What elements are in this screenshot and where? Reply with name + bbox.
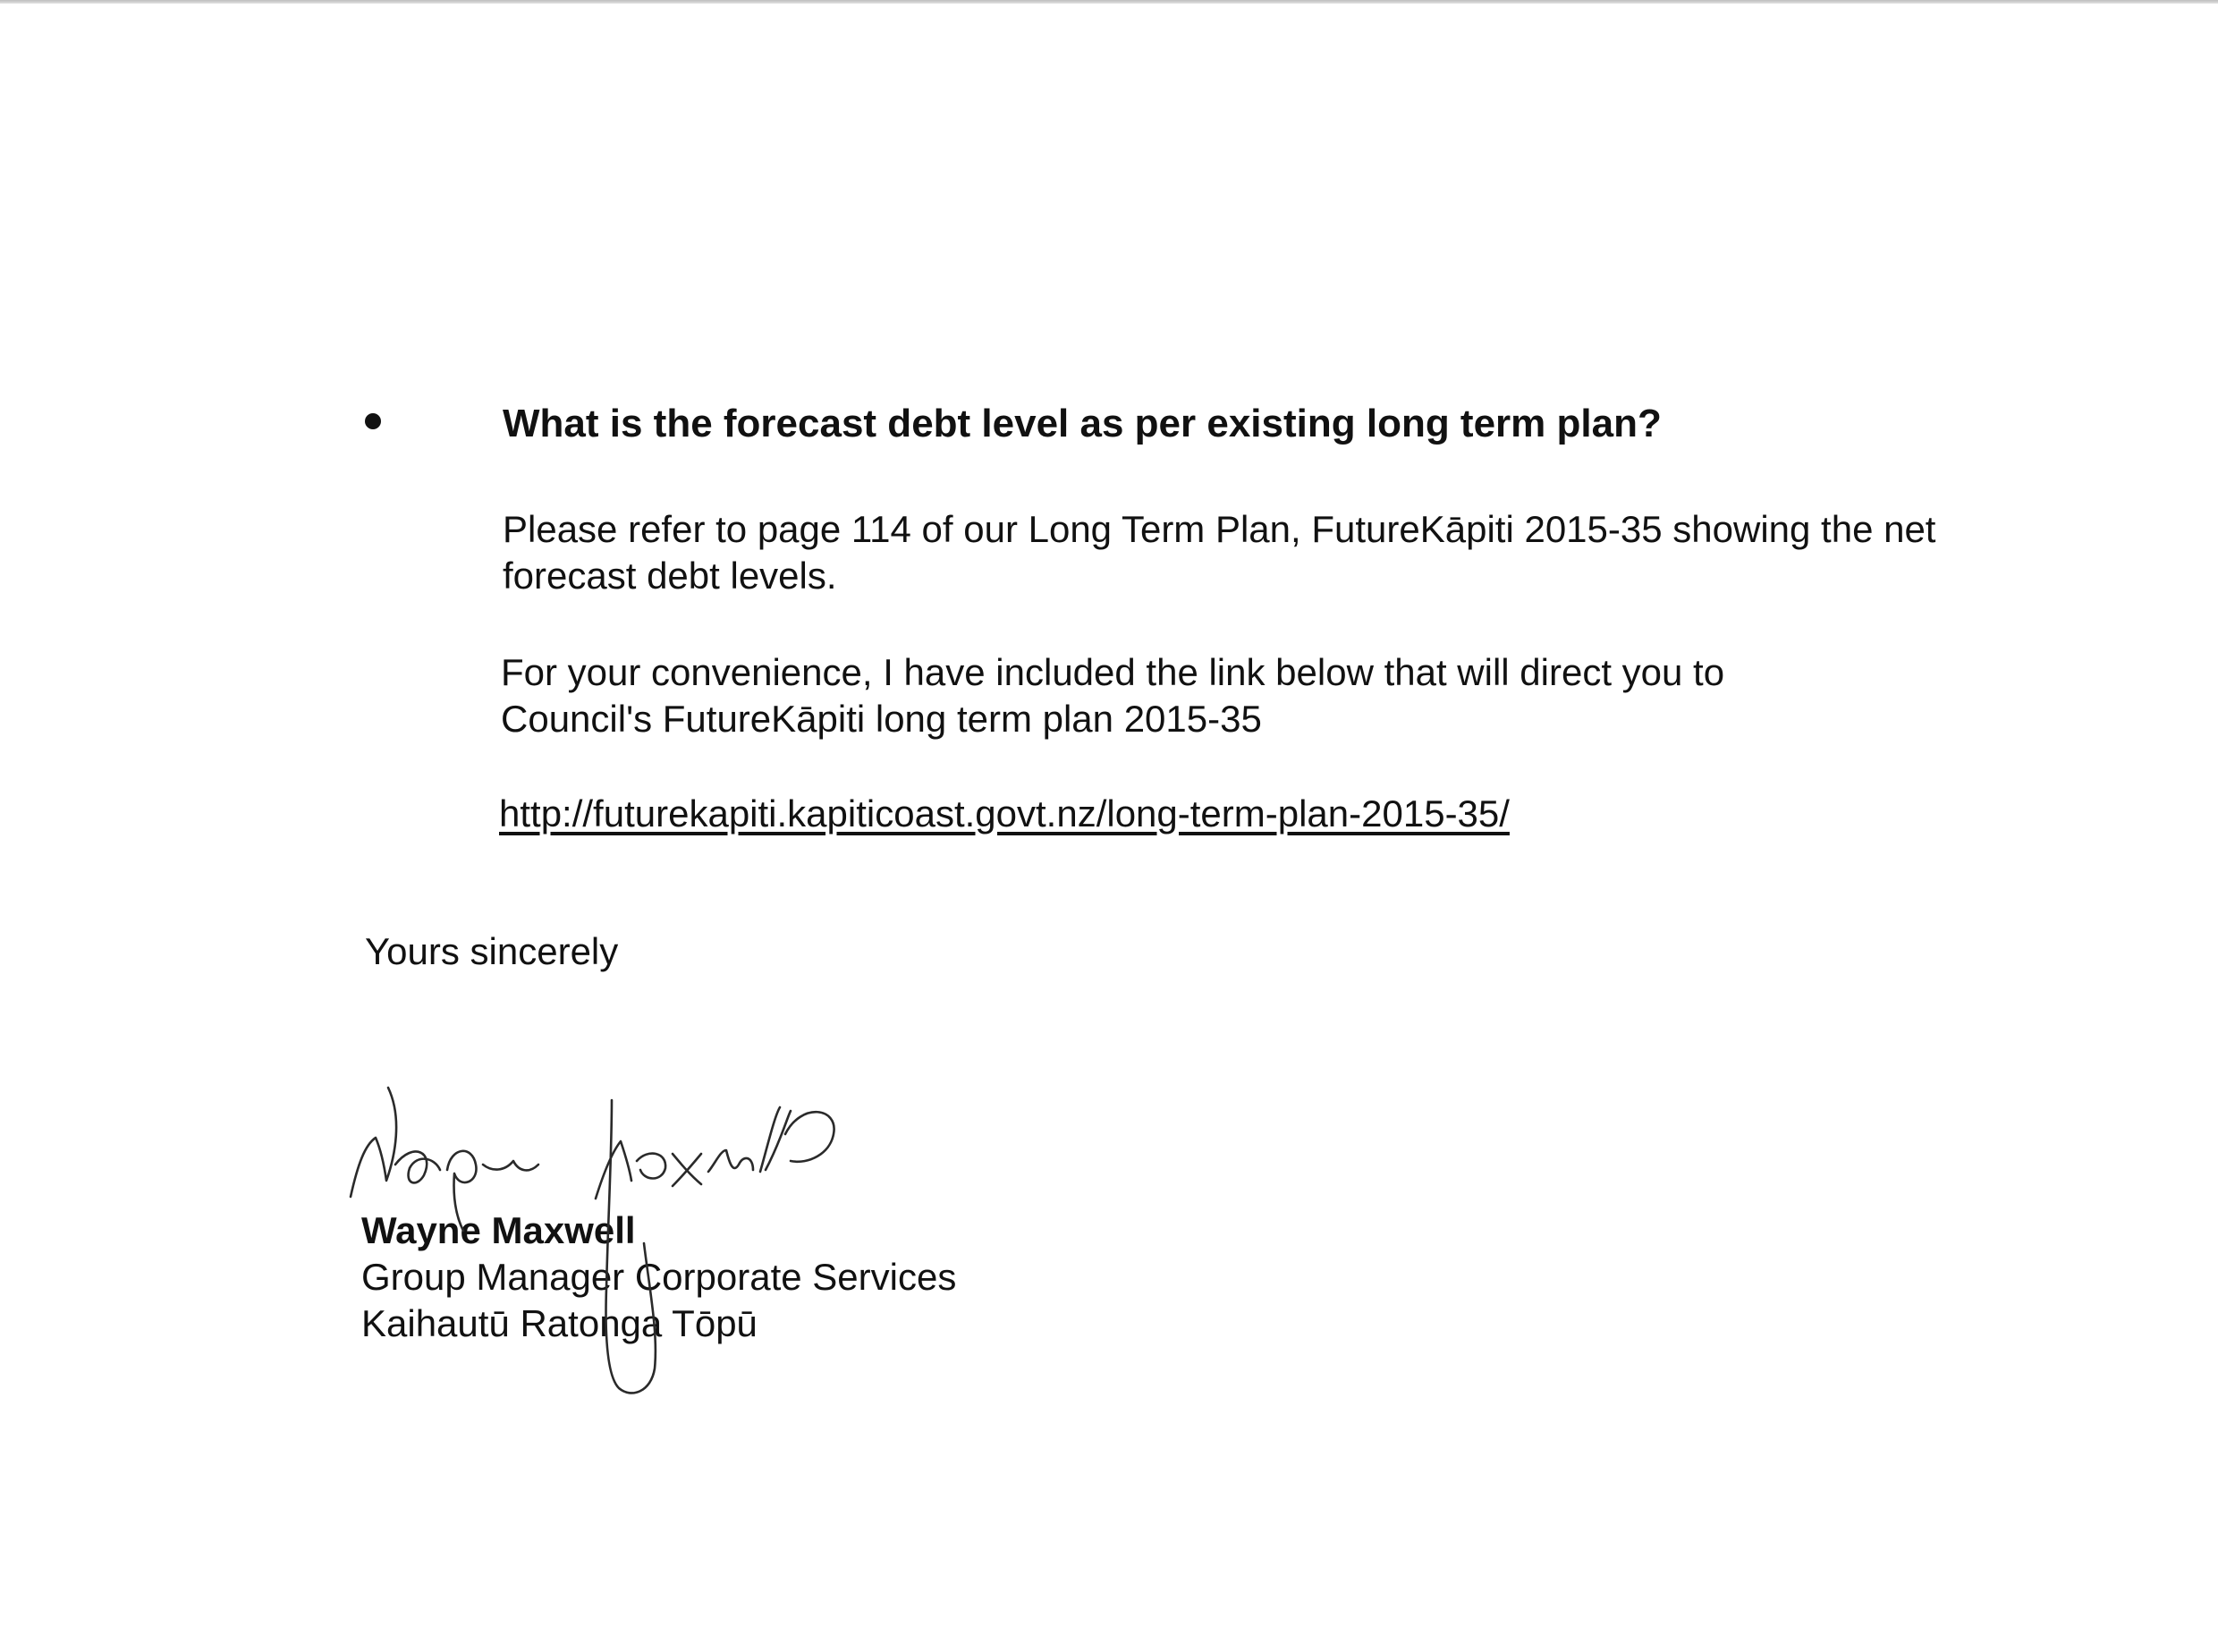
closing-salutation: Yours sincerely: [365, 930, 619, 972]
answer-paragraph-1-line-1: Please refer to page 114 of our Long Term Plan, FutureKāpiti 2015-35 showing the net: [503, 508, 1936, 550]
signer-title: Group Manager Corporate Services: [361, 1256, 957, 1298]
signer-name: Wayne Maxwell: [361, 1209, 636, 1251]
answer-paragraph-1-line-2: forecast debt levels.: [503, 555, 837, 597]
question-heading: What is the forecast debt level as per existing long term plan?: [503, 402, 1662, 445]
signer-title-maori: Kaihautū Ratonga Tōpū: [361, 1302, 758, 1344]
answer-paragraph-2-line-2: Council's FutureKāpiti long term plan 2015-35: [501, 698, 1262, 740]
answer-paragraph-2-line-1: For your convenience, I have included the link below that will direct you to: [501, 651, 1725, 693]
answer-paragraph-2: [501, 649, 1724, 742]
answer-paragraph-1: [503, 506, 1935, 599]
scan-edge: [0, 0, 2218, 4]
bullet-point: [365, 413, 381, 429]
long-term-plan-link[interactable]: http://futurekapiti.kapiticoast.govt.nz/long-term-plan-2015-35/: [499, 792, 1510, 834]
handwritten-signature: [340, 1064, 841, 1404]
